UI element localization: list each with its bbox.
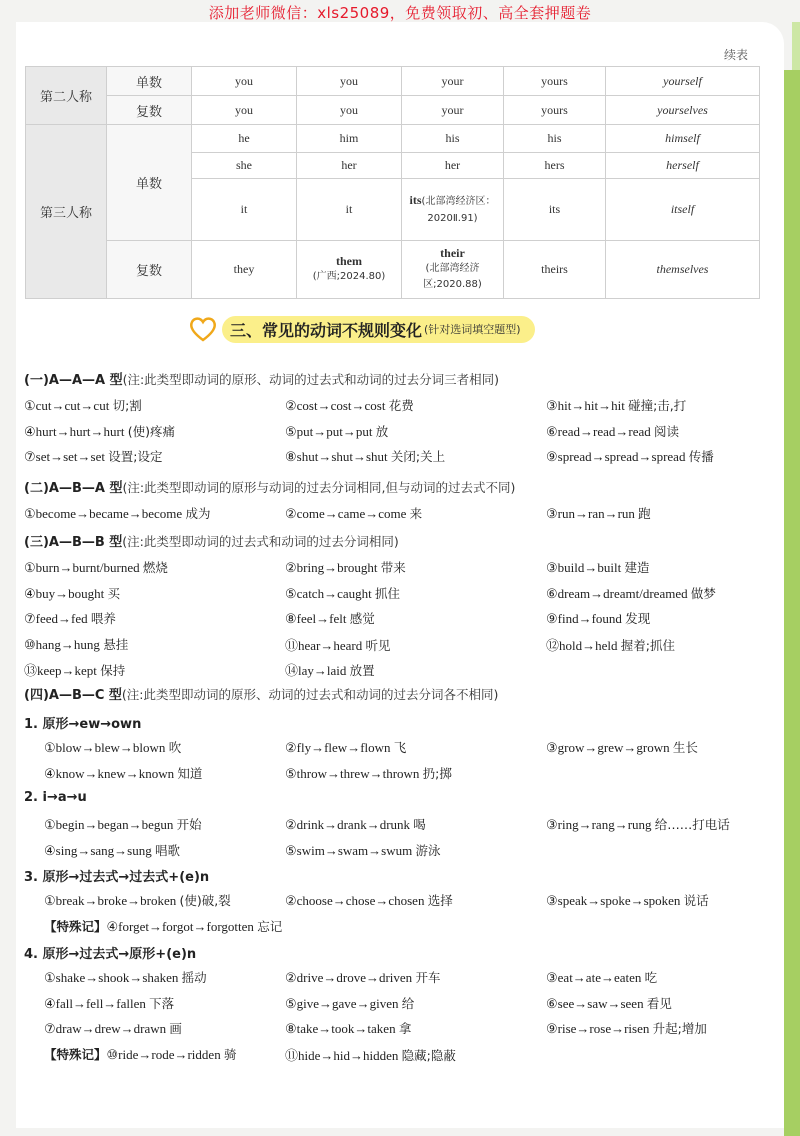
source-note: (广西;2024.80) [312,271,386,282]
verb-forms: ①shake→shook→shaken [44,970,182,985]
green-edge [784,70,800,1136]
verb-forms: ④forget→forgot→forgotten [106,918,258,934]
verb-entry [285,584,400,602]
verb-row [44,738,784,758]
verb-forms: ③ring→rang→rung [546,817,655,832]
verb-forms: ⑤put→put→put [285,423,376,439]
verb-meaning: 骑 [223,1046,237,1062]
verb-entry [546,396,686,414]
table-cell: hers [504,153,606,179]
table-cell: they [192,241,297,299]
heart-icon [188,314,218,344]
verb-meaning: 感觉 [349,611,375,626]
table-cell: your [402,96,504,125]
table-row [26,96,760,125]
verb-meaning: 放 [375,423,389,439]
verb-forms: ③speak→spoke→spoken [546,893,684,908]
verb-entry [285,396,414,414]
table-row [26,125,760,153]
verb-entry [546,891,709,909]
verb-forms: ①break→broke→broken [44,893,180,908]
verb-meaning: 握着;抓住 [620,637,675,653]
verb-meaning: 听见 [365,637,391,653]
verb-meaning: 放置 [349,663,375,678]
verb-entry [285,447,445,465]
verb-meaning: 给……打电话 [654,817,730,832]
verb-entry [24,635,128,653]
table-cell: itself [606,179,760,241]
group-note: (注:此类型即动词的原形、动词的过去式和动词的过去分词各不相同) [121,687,499,702]
verb-entry [285,968,440,986]
verb-meaning: 抓住 [374,585,400,601]
verb-forms: ⑤catch→caught [285,585,375,601]
group-title: (一)A—A—A 型 [24,373,123,388]
table-cell: her [297,153,402,179]
verb-entry [44,1045,236,1063]
verb-forms: ⑤give→gave→given [285,995,402,1011]
verb-forms: ②cost→cost→cost [285,398,389,413]
verb-meaning: 跑 [638,506,651,521]
verb-forms: ⑫hold→held [546,637,621,653]
verb-meaning: 关闭;关上 [390,449,446,464]
verb-entry [44,738,181,756]
verb-forms: ⑧shut→shut→shut [285,449,391,464]
verb-row [24,504,764,524]
verb-meaning: 买 [107,585,121,601]
verb-forms: ⑬keep→kept [24,663,101,678]
verb-forms: ③grow→grew→grown [546,740,673,755]
verb-row [24,635,764,655]
verb-forms: ⑦draw→drew→drawn [44,1021,170,1036]
verb-meaning: 带来 [380,560,406,575]
banner-box [222,316,535,343]
verb-entry [546,994,672,1012]
table-cell: yours [504,96,606,125]
verb-meaning: 建造 [624,560,650,575]
verb-forms: ④fall→fell→fallen [44,995,150,1011]
verb-entry [285,558,406,576]
verb-meaning: 隐藏;隐蔽 [401,1047,456,1063]
table-cell: you [192,67,297,96]
source-note: (北部湾经济区：2020Ⅱ.91) [421,195,496,224]
table-row [26,241,760,299]
subgroup-title: 4. 原形→过去式→原形+(e)n [24,947,197,962]
group-heading [24,684,498,703]
verb-entry [24,396,142,414]
verb-entry [546,504,651,522]
verb-meaning: 游泳 [415,842,441,858]
verb-row [44,891,784,911]
verb-entry [285,841,440,859]
verb-forms: ②come→came→come [285,506,410,521]
verb-entry [546,968,657,986]
verb-entry [44,968,207,986]
verb-meaning: (使)疼痛 [127,423,175,439]
verb-forms: ②drive→drove→driven [285,970,416,985]
verb-forms: ④know→knew→known [44,765,178,781]
verb-meaning: 扔;掷 [422,765,452,781]
verb-meaning: 给 [401,995,415,1011]
verb-entry [44,1019,182,1037]
verb-entry [24,584,120,602]
verb-meaning: 保持 [100,663,126,678]
verb-meaning: 发现 [625,611,651,626]
subgroup-title: 3. 原形→过去式→过去式+(e)n [24,870,210,885]
verb-forms: ⑨rise→rose→risen [546,1021,653,1036]
verb-entry [285,1045,456,1064]
verb-entry [44,815,202,833]
verb-row [24,422,764,442]
verb-meaning: 来 [409,506,423,521]
verb-forms: ②bring→brought [285,560,381,575]
verb-meaning: 吃 [644,970,658,985]
verb-forms: ①begin→began→begun [44,817,177,832]
group-heading [24,369,499,388]
verb-forms: ②drink→drank→drunk [285,817,414,832]
verb-entry [285,815,426,833]
verb-row [44,917,784,937]
verb-row [24,447,764,467]
verb-meaning: 燃烧 [142,560,168,575]
verb-row [24,558,764,578]
verb-meaning: 做梦 [690,585,716,601]
verb-meaning: 拿 [398,1021,412,1036]
number-cell: 复数 [107,241,192,299]
verb-entry [44,994,174,1012]
verb-forms: ①cut→cut→cut [24,398,113,413]
verb-meaning: 摇动 [181,970,207,985]
verb-meaning: 喝 [413,817,426,832]
verb-entry [44,764,202,782]
table-cell [402,179,504,241]
verb-entry [546,609,650,627]
verb-forms: ⑩hang→hung [24,636,104,652]
verb-entry [285,660,375,679]
verb-entry [285,609,375,627]
section-title: 三、常见的动词不规则变化 [230,320,423,340]
verb-row [24,396,764,416]
group-heading [24,477,515,496]
verb-entry [24,558,168,576]
verb-meaning: 喂养 [90,611,116,626]
verb-entry [285,504,422,522]
table-cell: you [192,96,297,125]
table-cell: it [297,179,402,241]
table-cell: yourselves [606,96,760,125]
verb-forms: ⑧feel→felt [285,611,350,626]
verb-entry [44,841,180,859]
verb-forms: ⑪hide→hid→hidden [285,1047,402,1063]
verb-forms: ⑪hear→heard [285,637,366,653]
verb-entry [24,660,125,679]
verb-meaning: 开车 [415,970,441,985]
verb-meaning: 飞 [393,740,407,755]
verb-forms: ①blow→blew→blown [44,740,169,755]
section-banner [188,314,535,344]
verb-entry [546,738,698,756]
verb-entry [546,422,679,440]
verb-forms: ⑥dream→dreamt/dreamed [546,585,691,601]
table-cell: yours [504,67,606,96]
verb-forms: ⑧take→took→taken [285,1021,399,1036]
verb-forms: ③run→ran→run [546,506,639,521]
bold-pronoun: them [336,254,362,268]
verb-forms: ⑦feed→fed [24,611,91,626]
table-cell: his [504,125,606,153]
verb-forms: ③eat→ate→eaten [546,970,645,985]
group-title: (二)A—B—A 型 [24,481,123,496]
group-note: (注:此类型即动词的原形、动词的过去式和动词的过去分词三者相同) [122,372,500,387]
verb-entry [285,422,388,440]
verb-meaning: 选择 [427,893,453,908]
verb-meaning: 阅读 [654,423,680,439]
table-cell [297,241,402,299]
number-cell: 单数 [107,67,192,96]
verb-row [24,584,764,604]
table-cell: it [192,179,297,241]
table-cell: your [402,67,504,96]
group-note: (注:此类型即动词的原形与动词的过去分词相同,但与动词的过去式不同) [122,480,516,495]
verb-meaning: 传播 [688,449,714,464]
table-cell: themselves [606,241,760,299]
verb-forms: ②choose→chose→chosen [285,893,428,908]
verb-meaning: 唱歌 [154,842,180,858]
verb-forms: ⑨find→found [546,611,626,626]
verb-meaning: 吹 [168,740,182,755]
verb-forms: ⑤swim→swam→swum [285,842,416,858]
verb-entry [546,635,675,654]
table-row [26,67,760,96]
verb-entry [546,1019,707,1037]
bold-pronoun: their [440,246,465,260]
group-heading [24,531,399,550]
subgroup-title: 1. 原形→ew→own [24,717,142,732]
pronoun-table [25,66,760,299]
group-title: (三)A—B—B 型 [24,535,123,550]
verb-entry [44,891,231,909]
group-note: (注:此类型即动词的过去式和动词的过去分词相同) [122,534,399,549]
verb-row [44,1019,784,1039]
table-cell: you [297,96,402,125]
table-cell: her [402,153,504,179]
verb-forms: ⑤throw→threw→thrown [285,765,423,781]
section-subtitle: (针对选词填空题型) [424,323,521,336]
verb-entry [285,1019,411,1037]
table-cell: he [192,125,297,153]
watermark: 添加老师微信：xls25089，免费领取初、高全套押题卷 [208,4,592,22]
verb-row [44,1045,784,1065]
verb-forms: ⑥see→saw→seen [546,995,647,1011]
verb-row [44,994,784,1014]
verb-row [44,841,784,861]
verb-forms: ⑨spread→spread→spread [546,449,689,464]
verb-row [24,609,764,629]
special-tag: 【特殊记】 [44,1046,107,1062]
verb-forms: ③build→built [546,560,625,575]
table-cell: yourself [606,67,760,96]
verb-entry [285,891,453,909]
group-title: (四)A—B—C 型 [24,688,122,703]
verb-entry [546,815,730,833]
verb-meaning: 画 [169,1021,182,1036]
verb-meaning: 看见 [646,995,672,1011]
verb-meaning: 知道 [177,765,203,781]
verb-row [44,968,784,988]
verb-meaning: 成为 [185,506,211,521]
verb-entry [285,994,414,1012]
verb-meaning: 悬挂 [103,636,129,652]
verb-entry [546,558,649,576]
verb-row [44,815,784,835]
table-cell: himself [606,125,760,153]
verb-forms: ④sing→sang→sung [44,842,155,858]
verb-meaning: 忘记 [257,918,283,934]
table-cell: she [192,153,297,179]
verb-meaning: 生长 [672,740,698,755]
table-cell: herself [606,153,760,179]
verb-entry [546,447,714,465]
verb-forms: ④hurt→hurt→hurt [24,423,128,439]
verb-entry [285,764,452,782]
verb-entry [24,422,175,440]
table-cell: you [297,67,402,96]
verb-meaning: (使)破,裂 [179,893,231,908]
verb-forms: ①burn→burnt/burned [24,560,143,575]
verb-forms: ②fly→flew→flown [285,740,394,755]
table-cell: theirs [504,241,606,299]
verb-meaning: 升起;增加 [652,1021,707,1036]
verb-forms: ①become→became→become [24,506,186,521]
verb-entry [24,504,210,522]
verb-meaning: 碰撞;击,打 [628,398,687,413]
person-cell: 第二人称 [26,67,107,125]
verb-meaning: 说话 [683,893,709,908]
verb-entry [285,635,391,654]
verb-meaning: 花费 [388,398,414,413]
verb-row [44,764,784,784]
table-cell: him [297,125,402,153]
verb-meaning: 设置;设定 [108,449,163,464]
verb-meaning: 开始 [176,817,202,832]
person-cell: 第三人称 [26,125,107,299]
number-cell: 复数 [107,96,192,125]
table-cell: its [504,179,606,241]
verb-forms: ③hit→hit→hit [546,398,629,413]
verb-entry [24,609,116,627]
table-cell [402,241,504,299]
table-cell: his [402,125,504,153]
green-edge-top [792,22,800,72]
verb-forms: ⑭lay→laid [285,663,350,678]
verb-meaning: 切;割 [112,398,142,413]
verb-forms: ⑦set→set→set [24,449,109,464]
verb-forms: ⑩ride→rode→ridden [106,1046,224,1062]
verb-forms: ⑥read→read→read [546,423,655,439]
source-note: (北部湾经济区;2020.88) [423,263,482,290]
verb-row [24,660,764,680]
bold-pronoun: its [409,192,422,207]
verb-entry [285,738,406,756]
number-cell: 单数 [107,125,192,241]
verb-meaning: 下落 [149,995,175,1011]
verb-entry [24,447,162,465]
corner-label: 续表 [723,48,748,62]
verb-entry [546,584,716,602]
verb-entry [44,917,282,935]
subgroup-title: 2. i→a→u [24,790,87,805]
verb-forms: ④buy→bought [24,585,108,601]
special-tag: 【特殊记】 [44,918,107,934]
